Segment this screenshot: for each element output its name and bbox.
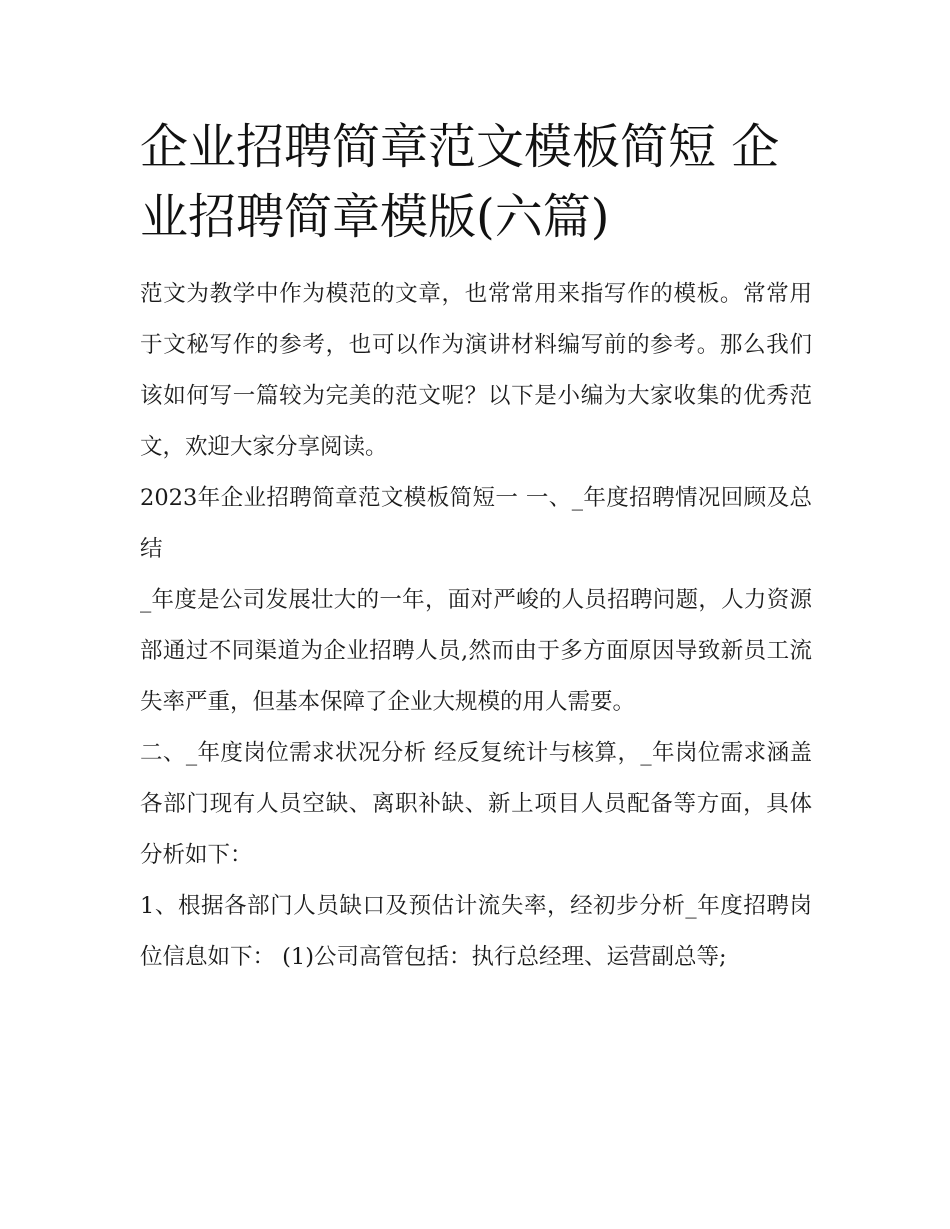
review-paragraph: _年度是公司发展壮大的一年，面对严峻的人员招聘问题，人力资源部通过不同渠道为企业招聘人员,然而由于多方面原因导致新员工流失率严重，但基本保障了企业大规模的用人需要。	[140, 587, 812, 715]
section-two-paragraph: 二、_年度岗位需求状况分析 经反复统计与核算，_年岗位需求涵盖各部门现有人员空缺、离职补缺、新上项目人员配备等方面，具体分析如下：	[140, 740, 812, 868]
intro-paragraph: 范文为教学中作为模范的文章，也常常用来指写作的模板。常常用于文秘写作的参考，也可以作为演讲材料编写前的参考。那么我们该如何写一篇较为完美的范文呢？以下是小编为大家收集的优秀范文，欢迎大家分享阅读。	[140, 281, 812, 460]
document-title: 企业招聘简章范文模板简短 企业招聘简章模版(六篇)	[140, 119, 780, 245]
positions-paragraph: 1、根据各部门人员缺口及预估计流失率，经初步分析_年度招聘岗位信息如下： (1)公司高管包括：执行总经理、运营副总等;	[140, 893, 812, 970]
document-content	[140, 112, 812, 983]
section-one-heading: 2023年企业招聘简章范文模板简短一 一、_年度招聘情况回顾及总结	[140, 485, 812, 562]
